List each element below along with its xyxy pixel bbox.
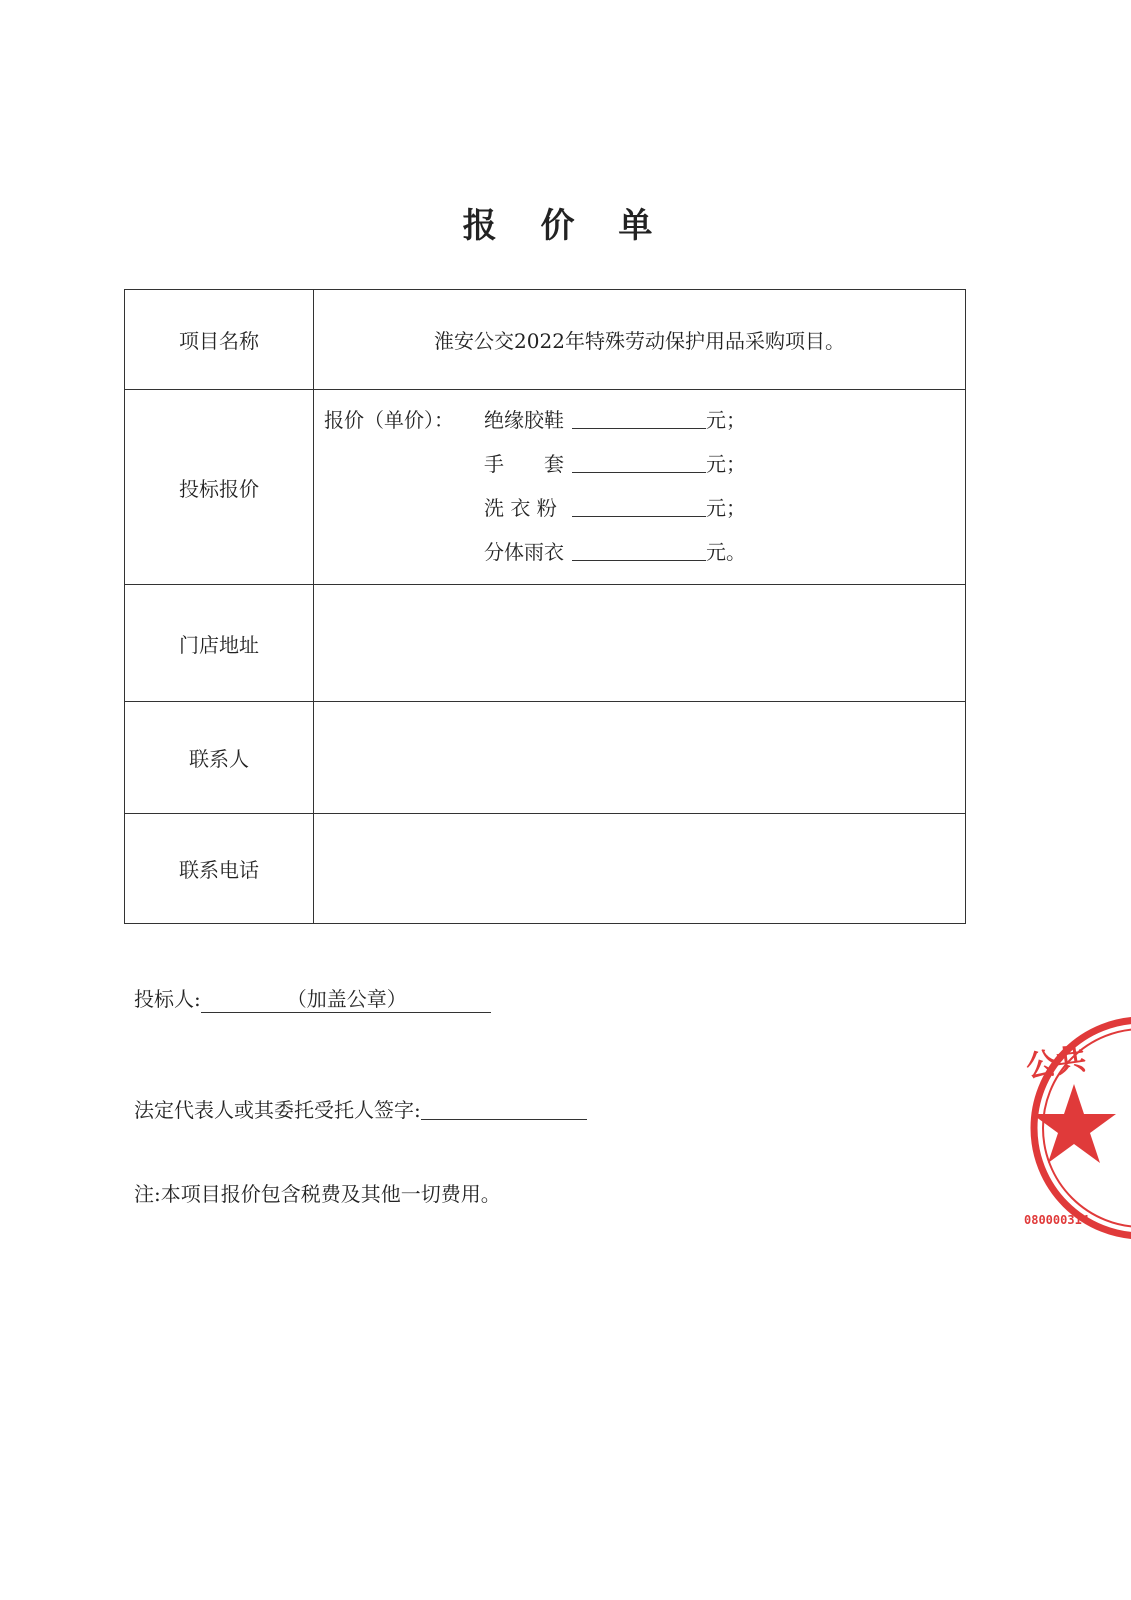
quote-table [124, 289, 966, 924]
project-name-value: 淮安公交2022年特殊劳动保护用品采购项目。 [314, 290, 966, 390]
bidder-signature-field[interactable] [201, 983, 491, 1013]
price-blank[interactable] [572, 490, 706, 517]
store-address-value[interactable] [314, 585, 966, 702]
unit-label: 元。 [706, 540, 746, 564]
representative-signature-field[interactable] [421, 1095, 587, 1120]
seal-number: 080000314 [1024, 1213, 1090, 1227]
contact-person-value[interactable] [314, 702, 966, 814]
row-contact-person [125, 702, 966, 814]
price-blank[interactable] [572, 446, 706, 473]
store-address-label: 门店地址 [125, 585, 314, 702]
unit-label: 元； [706, 452, 746, 476]
contact-phone-value[interactable] [314, 814, 966, 924]
quote-line-raincoat [324, 530, 965, 574]
price-blank[interactable] [572, 534, 706, 561]
project-name-label: 项目名称 [125, 290, 314, 390]
item-label: 手 套 [484, 452, 564, 476]
quote-line-detergent [324, 486, 965, 530]
quote-line-gloves [324, 442, 965, 486]
item-label: 分体雨衣 [484, 540, 564, 564]
bidder-line [134, 983, 491, 1013]
row-store-address [125, 585, 966, 702]
contact-person-label: 联系人 [125, 702, 314, 814]
page-title: 报 价 单 [462, 206, 669, 246]
row-project-name [125, 290, 966, 390]
seal-icon [1022, 1012, 1131, 1244]
contact-phone-label: 联系电话 [125, 814, 314, 924]
seal-star [1032, 1084, 1116, 1163]
item-label: 洗 衣 粉 [484, 496, 557, 520]
bidder-label: 投标人: [134, 987, 201, 1011]
quote-line-shoes [324, 398, 965, 442]
bid-price-label: 投标报价 [125, 390, 314, 585]
unit-label: 元； [706, 408, 746, 432]
seal-note: （加盖公章） [286, 987, 407, 1011]
price-blank[interactable] [572, 402, 706, 429]
footnote: 注:本项目报价包含税费及其他一切费用。 [134, 1182, 501, 1206]
item-label: 绝缘胶鞋 [484, 408, 564, 432]
row-bid-price [125, 390, 966, 585]
representative-line [134, 1094, 587, 1123]
row-contact-phone [125, 814, 966, 924]
bid-price-cell [314, 390, 966, 585]
quote-prefix: 报价（单价）： [324, 408, 454, 432]
representative-label: 法定代表人或其委托受托人签字: [134, 1098, 421, 1122]
seal-text: 公共 [1023, 1041, 1089, 1085]
unit-label: 元； [706, 496, 746, 520]
official-seal [1022, 1012, 1131, 1244]
